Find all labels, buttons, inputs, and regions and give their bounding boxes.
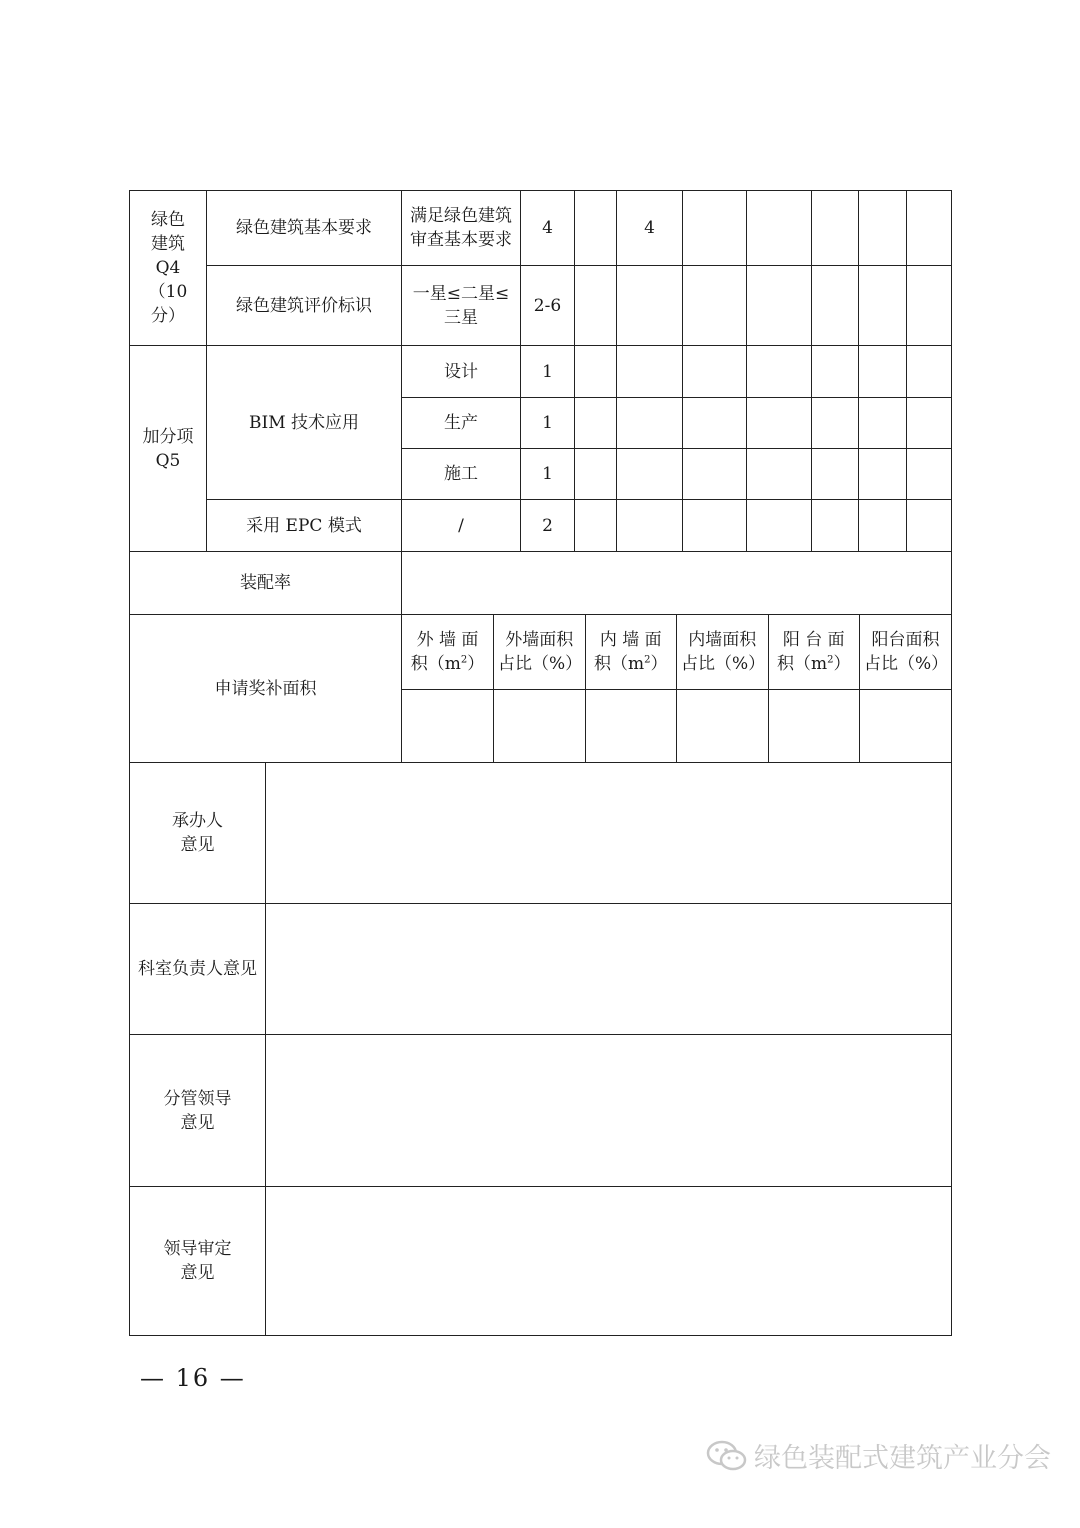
section-head-opinion-label: 科室负责人意见: [130, 904, 266, 1035]
bonus-label-line1: 加分项: [142, 426, 194, 447]
assembly-rate-value-cell[interactable]: [402, 552, 952, 615]
assembly-rate-label: 装配率: [130, 552, 402, 615]
bim-production-cell-2[interactable]: [617, 398, 683, 449]
green-rating-cell-1[interactable]: [575, 266, 617, 346]
green-rating-standard: 一星≤二星≤三星: [402, 266, 521, 346]
subsidy-area-grid-cell: [402, 615, 952, 763]
leader-approval-line1: 领导审定: [163, 1239, 232, 1259]
epc-label: 采用 EPC 模式: [207, 500, 402, 552]
subsidy-value-row: [402, 689, 951, 762]
green-building-label: [130, 191, 207, 346]
green-basic-cell-4[interactable]: [747, 191, 812, 266]
section-head-opinion-field[interactable]: [266, 904, 952, 1035]
green-basic-score: 4: [521, 191, 575, 266]
interior-wall-ratio-value[interactable]: [677, 689, 769, 762]
green-rating-cell-2[interactable]: [617, 266, 683, 346]
green-rating-score: 2-6: [521, 266, 575, 346]
deputy-leader-opinion-label: [130, 1035, 266, 1187]
interior-wall-area-text: 内 墙 面 积（m: [594, 629, 662, 674]
bim-production-cell-1[interactable]: [575, 398, 617, 449]
bim-design-cell-7[interactable]: [907, 346, 952, 398]
epc-cell-7[interactable]: [907, 500, 952, 552]
handler-opinion-field[interactable]: [266, 763, 952, 904]
leader-approval-opinion-field[interactable]: [266, 1187, 952, 1336]
bim-design-label: 设计: [402, 346, 521, 398]
wechat-icon: [706, 1439, 748, 1473]
section-head-opinion-row: [130, 904, 952, 1035]
bim-design-cell-2[interactable]: [617, 346, 683, 398]
green-label-line3: Q4: [155, 258, 181, 278]
green-rating-cell-5[interactable]: [812, 266, 859, 346]
bim-construction-cell-3[interactable]: [683, 449, 747, 500]
balcony-area-sup: 2: [827, 654, 834, 666]
balcony-area-value[interactable]: [768, 689, 860, 762]
exterior-wall-ratio-header: 外墙面积占比（%）: [494, 615, 586, 689]
green-basic-standard: 满足绿色建筑审查基本要求: [402, 191, 521, 266]
bim-production-label: 生产: [402, 398, 521, 449]
balcony-ratio-header: 阳台面积占比（%）: [860, 615, 952, 689]
green-basic-cell-7[interactable]: [907, 191, 952, 266]
green-rating-cell-6[interactable]: [859, 266, 907, 346]
epc-cell-5[interactable]: [812, 500, 859, 552]
bim-production-cell-6[interactable]: [859, 398, 907, 449]
subsidy-area-row: [130, 615, 952, 763]
green-rating-item: 绿色建筑评价标识: [207, 266, 402, 346]
bim-construction-score: 1: [521, 449, 575, 500]
interior-wall-area-value[interactable]: [585, 689, 677, 762]
green-label-line1: 绿色: [151, 210, 185, 230]
bim-production-score: 1: [521, 398, 575, 449]
bonus-bim-design-row: [130, 346, 952, 398]
epc-cell-1[interactable]: [575, 500, 617, 552]
exterior-wall-ratio-value[interactable]: [494, 689, 586, 762]
green-building-row-1: [130, 191, 952, 266]
deputy-leader-line1: 分管领导: [163, 1088, 232, 1109]
bonus-label: [130, 346, 207, 552]
balcony-ratio-value[interactable]: [860, 689, 952, 762]
deputy-leader-opinion-row: [130, 1035, 952, 1187]
green-building-row-2: [130, 266, 952, 346]
bim-construction-cell-1[interactable]: [575, 449, 617, 500]
green-label-line2: 建筑: [151, 234, 185, 254]
green-rating-cell-4[interactable]: [747, 266, 812, 346]
epc-score: 2: [521, 500, 575, 552]
bim-design-cell-3[interactable]: [683, 346, 747, 398]
handler-opinion-line1: 承办人: [172, 811, 223, 831]
exterior-wall-area-header: [402, 615, 494, 689]
epc-cell-4[interactable]: [747, 500, 812, 552]
bim-design-cell-4[interactable]: [747, 346, 812, 398]
green-basic-item: 绿色建筑基本要求: [207, 191, 402, 266]
green-basic-cell-6[interactable]: [859, 191, 907, 266]
handler-opinion-row: [130, 763, 952, 904]
wechat-watermark: [706, 1436, 1051, 1475]
exterior-wall-area-close: ）: [467, 653, 485, 674]
bim-design-cell-6[interactable]: [859, 346, 907, 398]
interior-wall-ratio-header: 内墙面积占比（%）: [677, 615, 769, 689]
page-number: — 16 —: [140, 1364, 246, 1392]
bim-design-cell-5[interactable]: [812, 346, 859, 398]
watermark-text: 绿色装配式建筑产业分会: [754, 1443, 1051, 1474]
green-basic-cell-1[interactable]: [575, 191, 617, 266]
assembly-rate-row: [130, 552, 952, 615]
leader-approval-opinion-row: [130, 1187, 952, 1336]
bim-design-cell-1[interactable]: [575, 346, 617, 398]
bim-production-cell-4[interactable]: [747, 398, 812, 449]
leader-approval-opinion-label: [130, 1187, 266, 1336]
exterior-wall-area-sup: 2: [460, 654, 468, 666]
bim-production-cell-5[interactable]: [812, 398, 859, 449]
leader-approval-line2: 意见: [180, 1263, 215, 1283]
bim-construction-cell-7[interactable]: [907, 449, 952, 500]
subsidy-area-grid: [402, 615, 951, 762]
bim-design-score: 1: [521, 346, 575, 398]
bim-construction-cell-4[interactable]: [747, 449, 812, 500]
subsidy-area-label: 申请奖补面积: [130, 615, 402, 763]
green-basic-value: 4: [617, 191, 683, 266]
epc-cell-6[interactable]: [859, 500, 907, 552]
subsidy-header-row: [402, 615, 951, 689]
deputy-leader-opinion-field[interactable]: [266, 1035, 952, 1187]
bim-production-cell-3[interactable]: [683, 398, 747, 449]
balcony-area-text: 阳 台 面 积（m: [777, 629, 845, 674]
bim-construction-cell-6[interactable]: [859, 449, 907, 500]
bonus-label-line2: Q5: [155, 450, 181, 471]
evaluation-form-table: [129, 190, 952, 1336]
interior-wall-area-sup: 2: [644, 654, 651, 666]
interior-wall-area-close: ）: [650, 653, 668, 674]
epc-cell-2[interactable]: [617, 500, 683, 552]
handler-opinion-label: [130, 763, 266, 904]
interior-wall-area-header: [585, 615, 677, 689]
handler-opinion-line2: 意见: [180, 835, 215, 855]
deputy-leader-line2: 意见: [180, 1112, 215, 1133]
green-basic-cell-3[interactable]: [683, 191, 747, 266]
green-rating-cell-7[interactable]: [907, 266, 952, 346]
balcony-area-header: [768, 615, 860, 689]
bim-construction-label: 施工: [402, 449, 521, 500]
balcony-area-close: ）: [833, 653, 851, 674]
epc-cell-3[interactable]: [683, 500, 747, 552]
green-basic-cell-5[interactable]: [812, 191, 859, 266]
exterior-wall-area-value[interactable]: [402, 689, 494, 762]
green-rating-cell-3[interactable]: [683, 266, 747, 346]
bim-construction-cell-2[interactable]: [617, 449, 683, 500]
epc-sub: /: [402, 500, 521, 552]
bim-label: BIM 技术应用: [207, 346, 402, 500]
bim-production-cell-7[interactable]: [907, 398, 952, 449]
green-label-line4: （10 分）: [148, 282, 188, 326]
bim-construction-cell-5[interactable]: [812, 449, 859, 500]
exterior-wall-area-text: 外 墙 面 积（m: [410, 629, 479, 674]
bonus-epc-row: [130, 500, 952, 552]
